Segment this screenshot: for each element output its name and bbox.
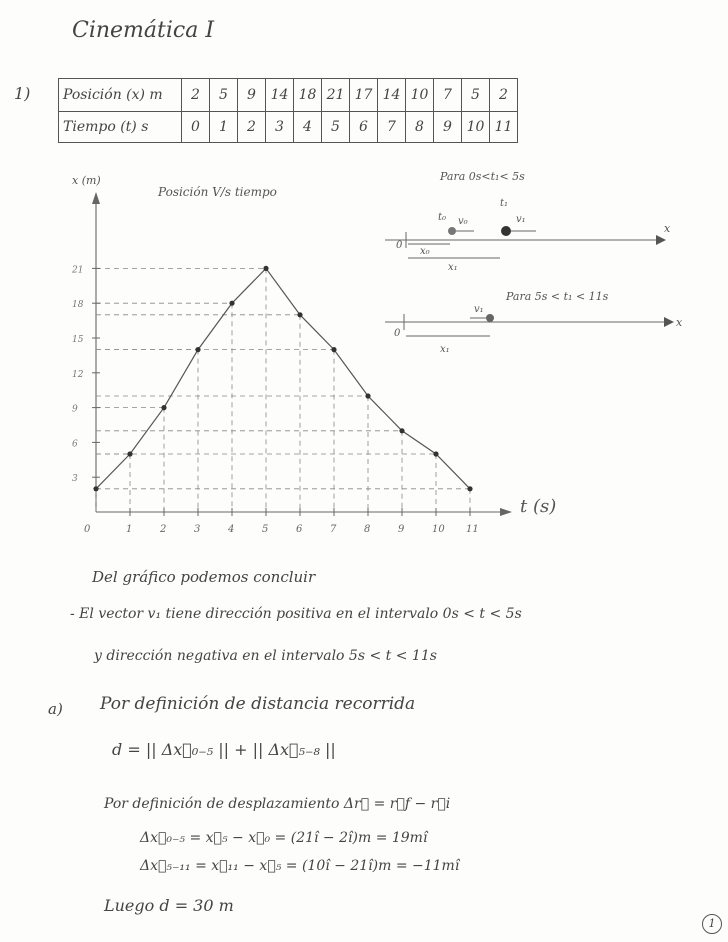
data-point — [263, 266, 268, 271]
position-cell: 18 — [294, 79, 322, 112]
data-point — [161, 405, 166, 410]
x-axis-label: t (s) — [520, 496, 557, 517]
position-cell: 17 — [350, 79, 378, 112]
x-axis-arrow — [500, 508, 512, 516]
time-cell: 11 — [490, 112, 518, 143]
x-tick-label: 6 — [296, 524, 303, 535]
text-line-3: y dirección negativa en el intervalo 5s < t < 11s — [94, 648, 437, 664]
time-cell: 10 — [462, 112, 490, 143]
text-line-1: Del gráfico podemos concluir — [92, 568, 316, 586]
label-t0: t₀ — [438, 212, 447, 223]
position-header: Posición (x) m — [59, 79, 182, 112]
x-tick-label: 0 — [84, 524, 91, 535]
position-cell: 14 — [266, 79, 294, 112]
data-point — [297, 312, 302, 317]
label-x0: x₀ — [420, 246, 430, 257]
upper-axis-arrow — [656, 235, 666, 245]
particle-t0 — [448, 227, 456, 235]
y-tick-label: 18 — [72, 300, 84, 311]
position-cell: 14 — [378, 79, 406, 112]
x-tick-label: 5 — [262, 524, 269, 535]
time-cell: 4 — [294, 112, 322, 143]
time-header: Tiempo (t) s — [59, 112, 182, 143]
page-number: 1 — [702, 914, 722, 934]
time-cell: 0 — [182, 112, 210, 143]
page-title: Cinemática I — [72, 18, 215, 43]
upper-diagram-label: Para 0s<t₁< 5s — [440, 170, 525, 183]
time-cell: 5 — [322, 112, 350, 143]
position-cell: 9 — [238, 79, 266, 112]
data-point — [229, 301, 234, 306]
label-x1-lower: x₁ — [440, 344, 450, 355]
x-tick-label: 9 — [398, 524, 405, 535]
x-tick-label: 3 — [194, 524, 201, 535]
x-tick-label: 11 — [466, 524, 479, 535]
problem-number: 1) — [14, 84, 31, 103]
x-tick-label: 2 — [160, 524, 167, 535]
particle-lower — [486, 314, 494, 322]
time-cell: 3 — [266, 112, 294, 143]
y-axis-arrow — [92, 192, 100, 204]
label-v1-lower: v₁ — [474, 304, 484, 315]
x-tick-label: 4 — [228, 524, 235, 535]
data-point — [433, 451, 438, 456]
data-point — [331, 347, 336, 352]
position-cell: 2 — [182, 79, 210, 112]
x-tick-label: 10 — [432, 524, 445, 535]
equation-delta-x-0-5: Δx⃗₀₋₅ = x⃗₅ − x⃗₀ = (21î − 2î)m = 19mî — [140, 830, 428, 846]
position-cell: 5 — [210, 79, 238, 112]
y-tick-label: 12 — [72, 369, 84, 380]
data-point — [195, 347, 200, 352]
equation-delta-x-5-11: Δx⃗₅₋₁₁ = x⃗₁₁ − x⃗₅ = (10î − 21î)m = −11mî — [140, 858, 460, 874]
y-tick-label: 21 — [72, 265, 84, 276]
chart-title: Posición V/s tiempo — [158, 185, 277, 199]
text-line-5: Por definición de desplazamiento Δr⃗ = r⃗f − r⃗i — [104, 796, 451, 812]
label-v1: v₁ — [516, 214, 526, 225]
x-tick-label: 1 — [126, 524, 133, 535]
label-x1: x₁ — [448, 262, 458, 273]
upper-origin: 0 — [396, 240, 403, 251]
time-cell: 7 — [378, 112, 406, 143]
label-v0: v₀ — [458, 216, 468, 227]
text-line-2: - El vector v₁ tiene dirección positiva en el intervalo 0s < t < 5s — [70, 606, 522, 622]
text-line-4: Por definición de distancia recorrida — [100, 694, 416, 714]
upper-vector-diagram — [385, 170, 671, 273]
time-cell: 2 — [238, 112, 266, 143]
position-cell: 2 — [490, 79, 518, 112]
upper-axis-x: x — [664, 222, 671, 235]
lower-vector-diagram — [385, 290, 683, 355]
y-tick-label: 6 — [72, 439, 78, 450]
time-cell: 8 — [406, 112, 434, 143]
y-tick-label: 9 — [72, 404, 78, 415]
data-point — [93, 486, 98, 491]
label-t1: t₁ — [500, 198, 509, 209]
y-tick-label: 3 — [72, 474, 78, 485]
lower-diagram-label: Para 5s < t₁ < 11s — [506, 290, 609, 303]
x-tick-label: 8 — [364, 524, 371, 535]
time-cell: 9 — [434, 112, 462, 143]
part-label: a) — [48, 700, 63, 718]
lower-origin: 0 — [394, 328, 401, 339]
time-cell: 1 — [210, 112, 238, 143]
y-axis-label: x (m) — [72, 174, 101, 187]
position-cell: 10 — [406, 79, 434, 112]
lower-axis-arrow — [664, 317, 674, 327]
y-tick-label: 15 — [72, 335, 84, 345]
data-point — [127, 451, 132, 456]
equation-distance: d = || Δx⃗₀₋₅ || + || Δx⃗₅₋₈ || — [112, 740, 336, 759]
data-point — [399, 428, 404, 433]
time-cell: 6 — [350, 112, 378, 143]
position-cell: 7 — [434, 79, 462, 112]
x-tick-label: 7 — [330, 524, 337, 535]
data-point — [467, 486, 472, 491]
position-cell: 21 — [322, 79, 350, 112]
particle-t1 — [501, 226, 511, 236]
equation-result: Luego d = 30 m — [104, 896, 234, 915]
data-point — [365, 393, 370, 398]
lower-axis-x: x — [676, 316, 683, 329]
series-line — [96, 268, 470, 488]
position-cell: 5 — [462, 79, 490, 112]
